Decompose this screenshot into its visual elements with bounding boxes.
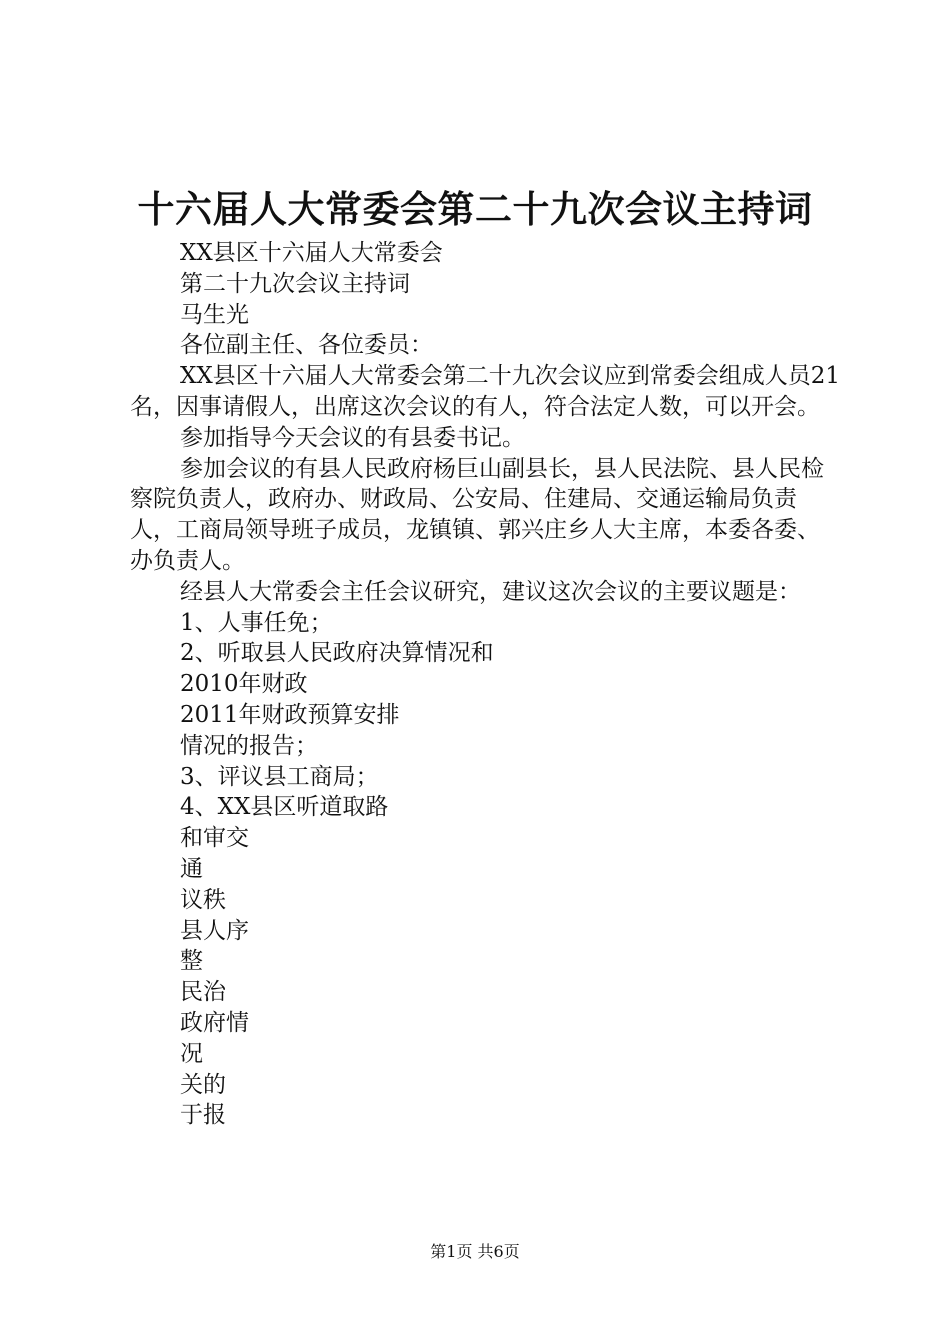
page-footer: 第1页 共6页 <box>430 1242 520 1261</box>
agenda-line: 关的 <box>180 1071 226 1098</box>
agenda-line: 县人序 <box>180 917 249 944</box>
agenda-line: 议秩 <box>180 886 226 913</box>
agenda-line: 政府情 <box>180 1009 249 1036</box>
agenda-line: 3、评议县工商局； <box>180 763 379 790</box>
header-line: 第二十九次会议主持词 <box>180 270 410 297</box>
document-title: 十六届人大常委会第二十九次会议主持词 <box>137 187 813 231</box>
paragraph: 参加会议的有县人民政府杨巨山副县长，县人民法院、县人民检察院负责人，政府办、财政局、公安局、住建局、交通运输局负责人，工商局领导班子成员，龙镇镇、郭兴庄乡人大主席，本委各委、办负责人。 <box>130 455 824 574</box>
author-line: 马生光 <box>180 301 249 328</box>
agenda-line: 2010年财政 <box>180 671 308 698</box>
paragraph: 经县人大常委会主任会议研究，建议这次会议的主要议题是： <box>180 578 801 605</box>
header-line: XX县区十六届人大常委会 <box>180 240 443 266</box>
agenda-line: 况 <box>180 1040 203 1067</box>
agenda-line: 情况的报告； <box>180 732 318 759</box>
agenda-line: 2011年财政预算安排 <box>180 701 400 728</box>
agenda-line: 1、人事任免； <box>180 609 333 636</box>
document-body <box>130 238 840 1131</box>
agenda-line: 于报 <box>180 1102 226 1129</box>
agenda-line: 民治 <box>180 979 226 1006</box>
salutation-line: 各位副主任、各位委员： <box>180 332 433 359</box>
agenda-line: 2、听取县人民政府决算情况和 <box>180 640 494 667</box>
agenda-line: 通 <box>180 855 203 882</box>
paragraph: 参加指导今天会议的有县委书记。 <box>180 424 525 451</box>
agenda-line: 和审交 <box>180 825 249 852</box>
agenda-line: 4、XX县区听道取路 <box>180 794 389 821</box>
paragraph: XX县区十六届人大常委会第二十九次会议应到常委会组成人员21名，因事请假人，出席这次会议的有人，符合法定人数，可以开会。 <box>130 363 841 420</box>
agenda-line: 整 <box>180 948 203 975</box>
